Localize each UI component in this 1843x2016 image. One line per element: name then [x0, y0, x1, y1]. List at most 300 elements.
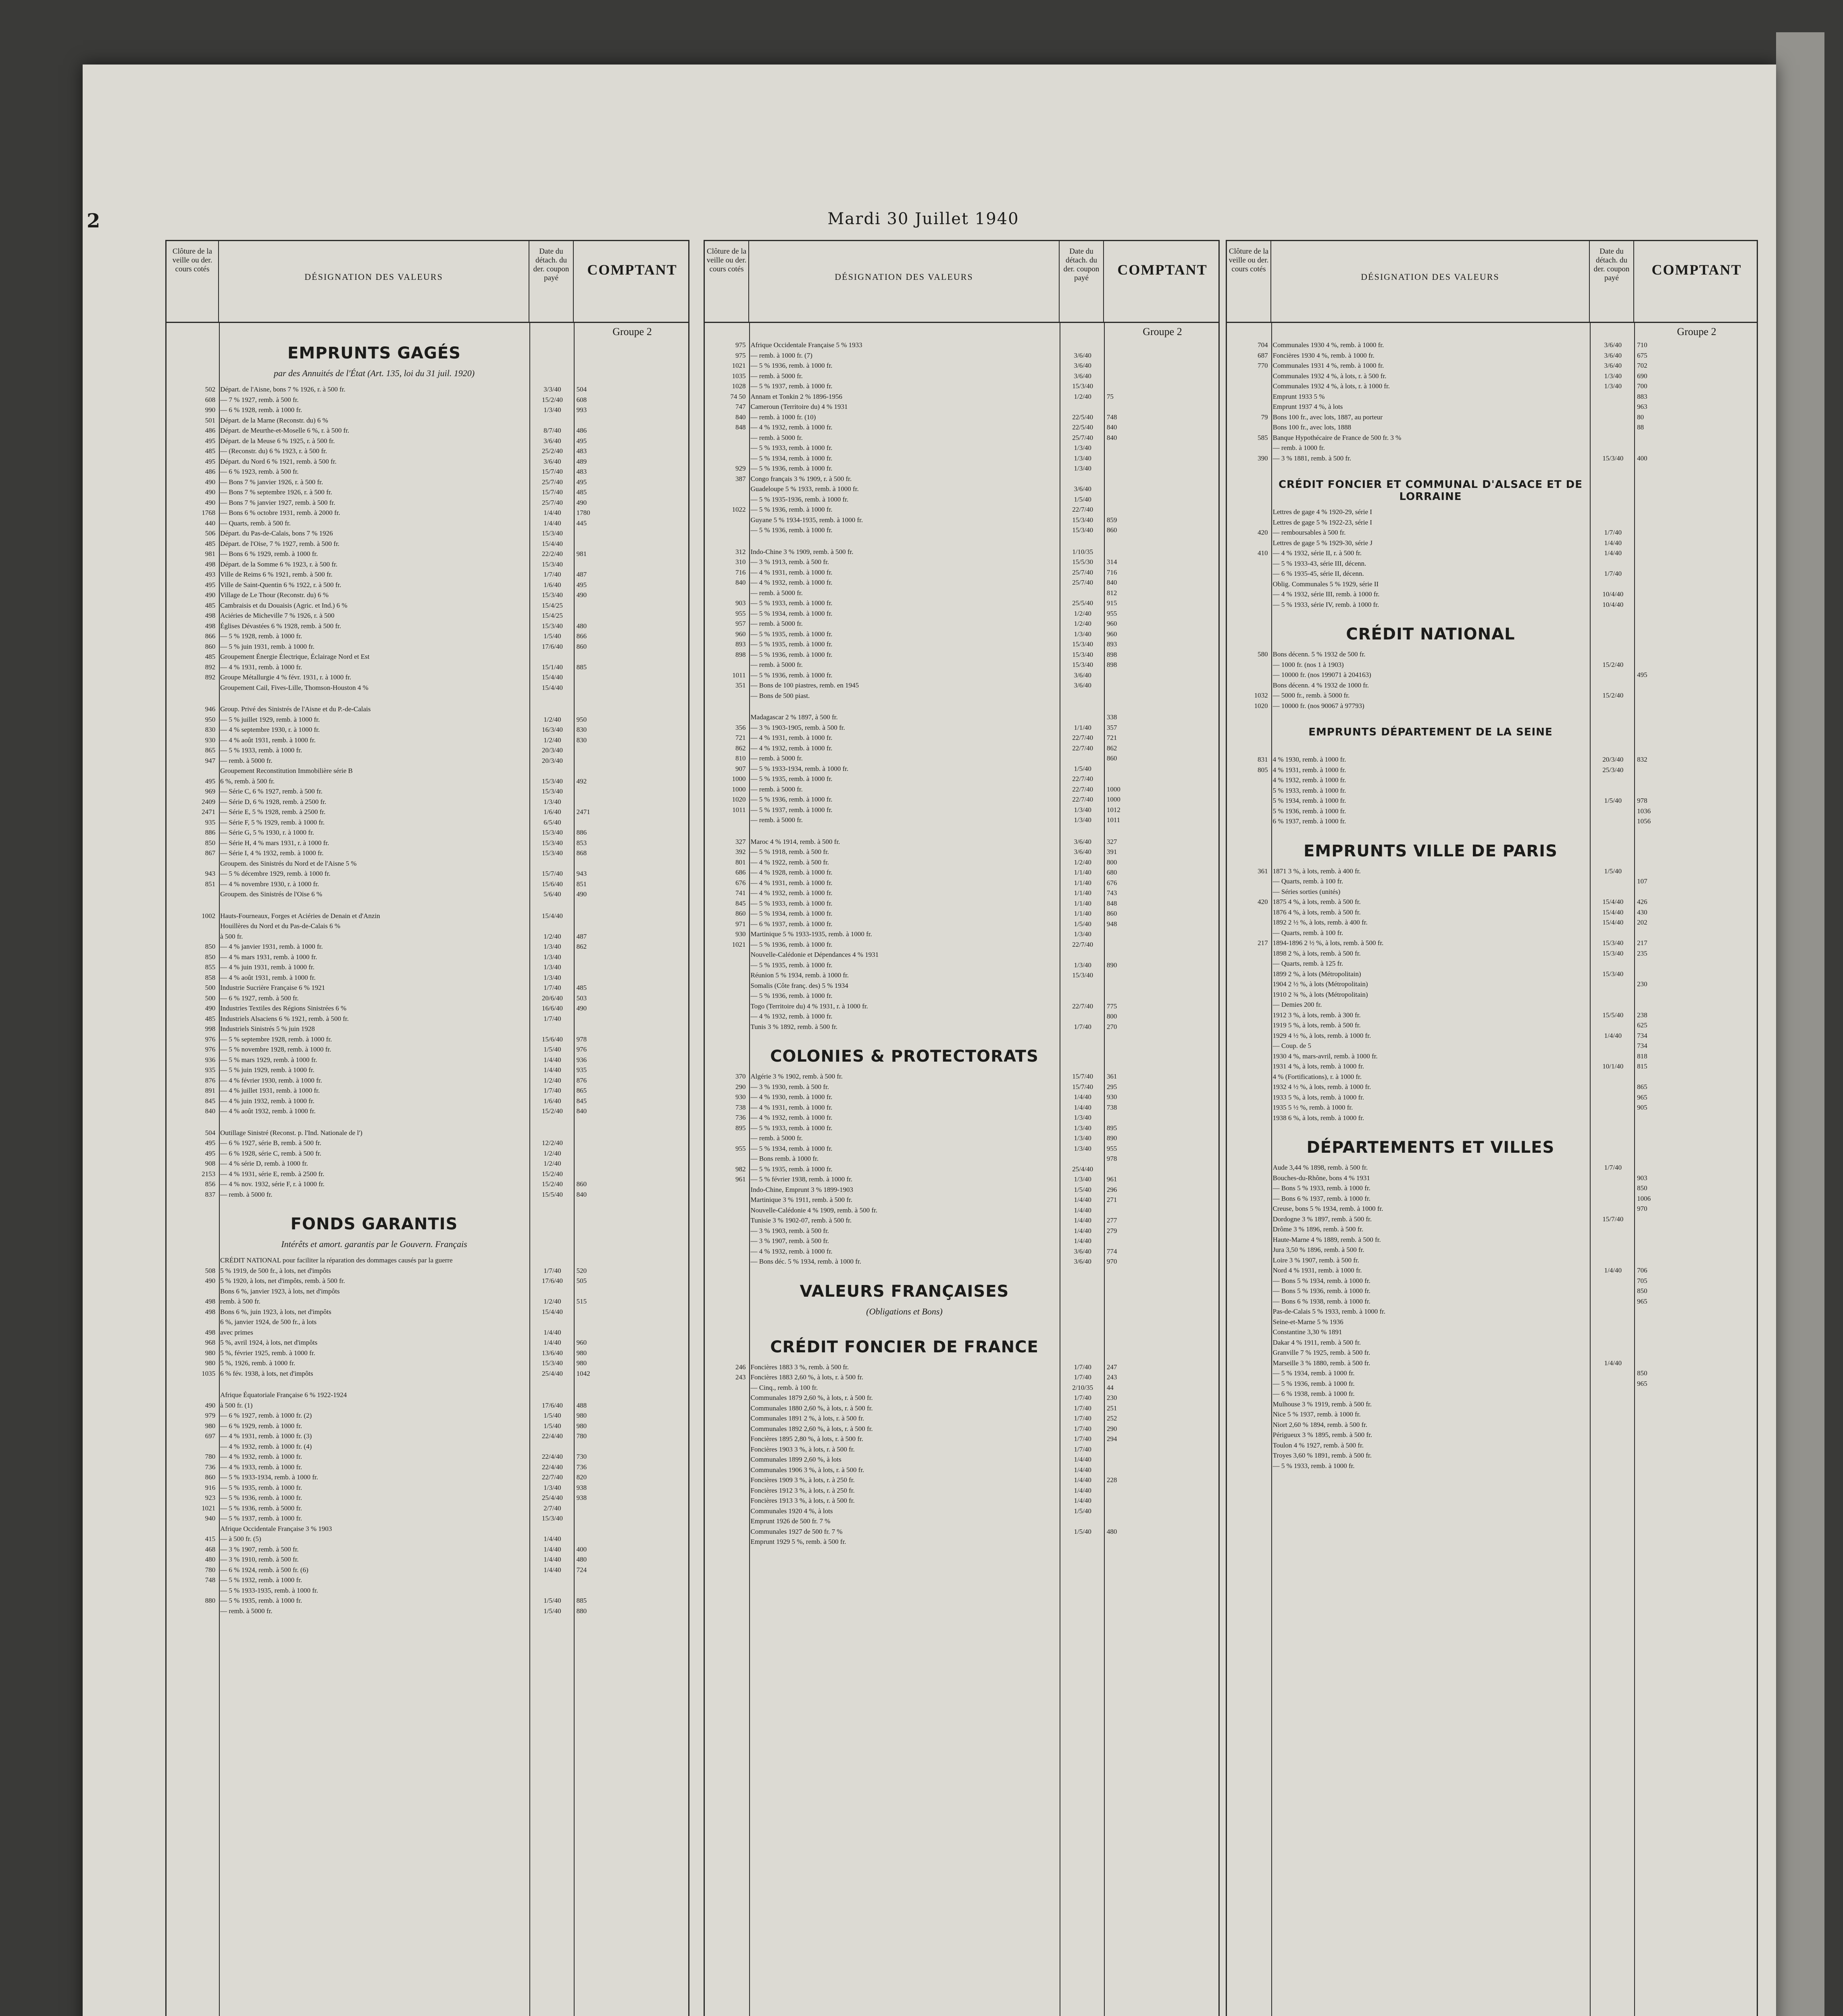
comptant-price [1635, 1113, 1759, 1123]
previous-close [705, 1133, 748, 1143]
security-designation: Communales 1899 2,60 %, à lots [750, 1456, 841, 1463]
coupon-date: 1/7/40 [1074, 1394, 1091, 1402]
security-designation: — 3 % 1903, remb. à 500 fr. [750, 1227, 829, 1235]
comptant-price: 271 [1106, 1196, 1117, 1204]
previous-close: 848 [735, 423, 746, 431]
security-row [167, 384, 691, 395]
security-row [705, 1185, 1221, 1195]
coupon-date: 1/5/40 [544, 1422, 561, 1430]
security-row [705, 878, 1221, 888]
security-designation: Groupement Reconstitution Immobilière série B [220, 767, 353, 775]
comptant-price: 485 [576, 984, 587, 991]
previous-close [705, 1022, 748, 1032]
comptant-price: 706 [1637, 1266, 1647, 1274]
coupon-date: 1/3/40 [544, 953, 561, 961]
coupon-date: 22/7/40 [1072, 775, 1093, 783]
coupon-date: 15/3/40 [1602, 454, 1624, 462]
security-row [167, 672, 691, 683]
security-designation: Nord 4 % 1931, remb. à 1000 fr. [1272, 1266, 1362, 1274]
previous-close: 495 [205, 457, 216, 465]
security-designation: — 5 % 1933, série IV, remb. à 1000 fr. [1272, 600, 1379, 608]
security-designation: 1929 4 ½ %, à lots, remb. à 1000 fr. [1272, 1031, 1371, 1039]
coupon-date: 25/7/40 [1072, 433, 1093, 442]
security-designation: — 4 % 1931, remb. à 1000 fr. [750, 568, 833, 576]
comptant-price [1635, 517, 1759, 528]
security-designation: — remb. à 1000 fr. (10) [750, 413, 816, 421]
security-designation: Village de Le Thour (Reconstr. du) 6 % [220, 591, 329, 599]
security-row [705, 919, 1221, 929]
security-designation: — 4 % 1932, remb. à 1000 fr. [750, 889, 833, 897]
security-designation: — 5 % 1936, remb. à 1000 fr. [750, 650, 833, 658]
security-row [167, 487, 691, 498]
comptant-price [1635, 1399, 1759, 1410]
comptant-price: 885 [576, 1597, 587, 1604]
comptant-price: 495 [576, 478, 587, 486]
security-row [705, 1485, 1221, 1496]
previous-close [705, 1424, 748, 1434]
comptant-price: 860 [576, 642, 587, 650]
previous-close [167, 683, 218, 693]
security-designation: — Bons 6 % 1937, remb. à 1000 fr. [1272, 1194, 1370, 1202]
security-row [1227, 453, 1759, 464]
comptant-price: 865 [576, 1087, 587, 1094]
coupon-date: 25/7/40 [1072, 579, 1093, 586]
security-designation: — 6 % 1937, remb. à 1000 fr. [750, 920, 833, 928]
security-designation: — 6 % 1928, série C, remb. à 500 fr. [220, 1149, 321, 1157]
security-designation: — remb. à 5000 fr. [750, 589, 803, 597]
security-row [1227, 1031, 1759, 1041]
previous-close: 990 [205, 406, 216, 414]
coupon-date: 22/7/40 [1072, 1002, 1093, 1010]
entry-list [705, 547, 1221, 701]
comptant-price [574, 1307, 691, 1317]
security-designation: — 5 % 1936, remb. à 1000 fr. [750, 362, 833, 369]
comptant-price [574, 1158, 691, 1169]
comptant-price: 876 [576, 1076, 587, 1084]
coupon-date: 13/6/40 [541, 1349, 563, 1357]
coupon-date: 15/4/40 [541, 1308, 563, 1316]
security-designation: 1938 6 %, à lots, remb. à 1000 fr. [1272, 1114, 1364, 1122]
security-designation: — remb. à 5000 fr. [220, 1607, 273, 1615]
security-row [1227, 701, 1759, 711]
comptant-price: 848 [1106, 899, 1117, 907]
previous-close [1227, 876, 1270, 887]
security-row [705, 898, 1221, 909]
security-row [705, 991, 1221, 1001]
entry-list [167, 1255, 691, 1379]
security-row [167, 498, 691, 508]
previous-close [167, 1286, 218, 1297]
comptant-price [1635, 969, 1759, 979]
previous-close [1227, 1461, 1270, 1471]
coupon-date [1591, 649, 1635, 660]
coupon-date [1591, 1235, 1635, 1245]
security-designation: — 5 % 1933-1935, remb. à 1000 fr. [220, 1586, 318, 1594]
coupon-date [531, 1286, 574, 1297]
security-row [1227, 754, 1759, 765]
security-row [1227, 876, 1759, 887]
security-row [705, 1215, 1221, 1226]
previous-close [1227, 1214, 1270, 1225]
coupon-date [531, 1441, 574, 1452]
previous-close: 738 [735, 1103, 746, 1111]
coupon-date [1591, 1368, 1635, 1379]
security-designation: — 5 % 1933, remb. à 1000 fr. [1272, 1462, 1355, 1470]
coupon-date [1061, 1537, 1104, 1547]
security-designation: Bons décenn. 4 % 1932 de 1000 fr. [1272, 681, 1369, 689]
previous-close: 498 [205, 1328, 216, 1336]
previous-close: 961 [735, 1175, 746, 1183]
comptant-price: 480 [576, 622, 587, 630]
security-row [705, 340, 1221, 350]
section-subtitle: par des Annuités de l'État (Art. 135, loi du 31 juil. 1920) [273, 368, 475, 378]
comptant-price: 734 [1637, 1031, 1647, 1039]
previous-close [705, 991, 748, 1001]
previous-close: 955 [735, 609, 746, 617]
security-designation: — Quarts, remb. à 125 fr. [1272, 960, 1343, 967]
security-designation: — Bons 5 % 1934, remb. à 1000 fr. [1272, 1277, 1370, 1285]
security-row [167, 631, 691, 641]
previous-close [1227, 1317, 1270, 1327]
security-row [1227, 796, 1759, 806]
security-row [167, 1410, 691, 1421]
security-designation: Bons 100 fr., avec lots, 1888 [1272, 423, 1352, 431]
security-designation: Marseille 3 % 1880, remb. à 500 fr. [1272, 1359, 1370, 1367]
security-row [705, 691, 1221, 701]
security-row [167, 600, 691, 611]
coupon-date [1591, 876, 1635, 887]
previous-close: 1035 [202, 1369, 216, 1377]
security-row [1227, 660, 1759, 670]
security-designation: — remboursables à 500 fr. [1272, 529, 1346, 536]
security-designation: — 10000 fr. (nos 199071 à 204163) [1272, 671, 1371, 679]
security-row [1227, 948, 1759, 959]
adjacent-page-edge [1776, 32, 1824, 2016]
comptant-price: 361 [1106, 1073, 1117, 1080]
security-designation: — 3 % 1907, remb. à 500 fr. [220, 1545, 299, 1553]
previous-close [1227, 371, 1270, 381]
previous-close: 1021 [732, 940, 746, 948]
security-designation: — Séries sorties (unités) [1272, 887, 1341, 896]
security-row [1227, 1347, 1759, 1358]
security-row [167, 1189, 691, 1200]
security-row [167, 1085, 691, 1096]
comptant-price: 860 [1106, 910, 1117, 917]
security-designation: Indo-Chine, Emprunt 3 % 1899-1903 [750, 1185, 854, 1193]
security-designation: — remb. à 5000 fr. [220, 756, 273, 764]
previous-close: 2409 [202, 798, 216, 806]
security-designation: 4 % 1930, remb. à 1000 fr. [1272, 756, 1346, 763]
coupon-date [1591, 1204, 1635, 1214]
coupon-date: 1/5/40 [544, 1045, 561, 1053]
comptant-price: 883 [1637, 392, 1647, 400]
security-designation: 1930 4 %, mars-avril, remb. à 1000 fr. [1272, 1052, 1378, 1060]
coupon-date: 1/7/40 [1604, 570, 1622, 577]
previous-close: 736 [735, 1114, 746, 1121]
security-row [167, 467, 691, 477]
comptant-price [1104, 1495, 1221, 1506]
security-row [167, 704, 691, 714]
comptant-price [1635, 569, 1759, 579]
security-designation: 5 %, avril 1924, à lots, net d'impôts [220, 1339, 318, 1346]
security-row [705, 805, 1221, 815]
previous-close: 501 [205, 416, 216, 424]
security-row [705, 1444, 1221, 1455]
coupon-date: 5/6/40 [544, 890, 561, 898]
coupon-date: 15/3/40 [1602, 970, 1624, 978]
previous-close [705, 443, 748, 453]
previous-close: 580 [1258, 650, 1268, 658]
coupon-date: 20/3/40 [1602, 756, 1624, 763]
previous-close [1227, 1306, 1270, 1317]
previous-close [705, 1475, 748, 1485]
previous-close [705, 1495, 748, 1506]
coupon-date: 1/5/40 [1074, 764, 1091, 773]
security-designation: Communales 1879 2,60 %, à lots, r. à 500 fr. [750, 1394, 873, 1402]
security-designation: — 5 % 1933-1934, remb. à 1000 fr. [220, 1473, 318, 1481]
comptant-price: 980 [576, 1359, 587, 1367]
security-designation: Périgueux 3 % 1895, remb. à 500 fr. [1272, 1431, 1372, 1439]
coupon-date: 1/3/40 [544, 1483, 561, 1491]
security-row [1227, 649, 1759, 660]
comptant-price: 700 [1637, 382, 1647, 390]
security-designation: — Bons 7 % septembre 1926, r. à 500 fr. [220, 488, 332, 496]
previous-close [1227, 928, 1270, 938]
security-row [705, 1226, 1221, 1236]
previous-close [1227, 660, 1270, 670]
comptant-price [574, 756, 691, 766]
comptant-price: 890 [1106, 961, 1117, 969]
coupon-date [1591, 1317, 1635, 1327]
coupon-date: 15/4/40 [541, 912, 563, 920]
security-row [167, 807, 691, 817]
coupon-date: 1/5/40 [1074, 495, 1091, 503]
security-designation: — 4 % 1932, série III, remb. à 1000 fr. [1272, 590, 1380, 598]
security-row [1227, 1317, 1759, 1327]
previous-close: 936 [205, 1056, 216, 1064]
previous-close [705, 960, 748, 971]
previous-close [705, 588, 748, 598]
previous-close [705, 1236, 748, 1246]
comptant-price: 251 [1106, 1404, 1117, 1412]
comptant-price: 445 [576, 519, 587, 527]
security-row [1227, 1265, 1759, 1276]
coupon-date: 15/7/40 [1072, 1073, 1093, 1080]
coupon-date [1591, 775, 1635, 785]
coupon-date: 15/3/40 [1602, 949, 1624, 957]
security-row [705, 837, 1221, 847]
security-designation: 1876 4 %, à lots, remb. à 500 fr. [1272, 908, 1361, 916]
previous-close: 801 [735, 858, 746, 866]
coupon-date: 22/4/40 [541, 1453, 563, 1460]
security-designation: — 6 % 1927, série B, remb. à 500 fr. [220, 1139, 321, 1147]
security-designation: Foncières 1909 3 %, à lots, r. à 250 fr. [750, 1476, 855, 1484]
comptant-price: 1000 [1106, 796, 1120, 803]
comptant-price: 812 [1106, 589, 1117, 597]
entry-list [167, 384, 691, 693]
coupon-date [531, 1128, 574, 1138]
security-designation: — 5 % 1934, remb. à 1000 fr. [1272, 1369, 1355, 1377]
comptant-price [1635, 1389, 1759, 1399]
previous-close: 1011 [732, 671, 746, 679]
security-designation: Communales 1930 4 %, remb. à 1000 fr. [1272, 341, 1384, 349]
section-title: EMPRUNTS VILLE DE PARIS [1304, 841, 1558, 860]
previous-close [1227, 989, 1270, 1000]
previous-close: 697 [205, 1432, 216, 1440]
previous-close: 1028 [732, 382, 746, 390]
previous-close [705, 1226, 748, 1236]
comptant-price [574, 973, 691, 983]
previous-close [705, 1001, 748, 1012]
comptant-price: 270 [1106, 1023, 1117, 1031]
previous-close: 923 [205, 1494, 216, 1502]
security-row [1227, 589, 1759, 600]
comptant-price: 830 [576, 736, 587, 744]
previous-close [1227, 785, 1270, 796]
security-designation: 1932 4 ½ %, à lots, remb. à 1000 fr. [1272, 1083, 1371, 1091]
comptant-price [1635, 660, 1759, 670]
previous-close: 981 [205, 550, 216, 558]
previous-close [1227, 1255, 1270, 1266]
coupon-date [1591, 1113, 1635, 1123]
security-designation: Foncières 1912 3 %, à lots, r. à 250 fr. [750, 1486, 855, 1494]
security-designation: Foncières 1913 3 %, à lots, r. à 500 fr. [750, 1497, 855, 1504]
security-row [705, 1236, 1221, 1246]
security-row [167, 1390, 691, 1400]
coupon-date: 15/6/40 [541, 1035, 563, 1043]
previous-close [1227, 589, 1270, 600]
security-row [705, 1434, 1221, 1444]
previous-close [167, 889, 218, 900]
security-designation: Nouvelle-Calédonie et Dépendances 4 % 1931 [750, 951, 879, 958]
previous-close: 485 [205, 653, 216, 660]
comptant-price: 840 [1106, 423, 1117, 431]
previous-close: 930 [735, 1093, 746, 1101]
security-designation: Jura 3,50 % 1896, remb. à 500 fr. [1272, 1246, 1364, 1254]
coupon-date [1591, 1440, 1635, 1451]
coupon-date: 15/2/40 [1602, 660, 1624, 669]
security-designation: 5 % 1919, de 500 fr., à lots, net d'impôts [220, 1266, 331, 1275]
previous-close: 946 [205, 705, 216, 713]
comptant-price [1104, 443, 1221, 453]
previous-close: 1002 [202, 912, 216, 920]
comptant-price: 290 [1106, 1425, 1117, 1433]
security-row [705, 1174, 1221, 1185]
security-designation: Bons 100 fr., avec lots, 1887, au porteur [1272, 413, 1383, 421]
comptant-price: 961 [1106, 1175, 1117, 1183]
comptant-price [1104, 1112, 1221, 1123]
coupon-date: 1/3/40 [1604, 372, 1622, 380]
coupon-date [531, 1317, 574, 1327]
previous-close: 498 [205, 622, 216, 630]
security-row [705, 350, 1221, 361]
comptant-price: 107 [1637, 877, 1647, 885]
coupon-date: 1/1/40 [1074, 879, 1091, 887]
previous-close [705, 1383, 748, 1393]
entry-list [167, 704, 691, 900]
coupon-date: 1/7/40 [1604, 1164, 1622, 1171]
security-designation: Martinique 3 % 1911, remb. à 500 fr. [750, 1196, 852, 1204]
previous-close [1227, 1327, 1270, 1337]
security-row [705, 1403, 1221, 1414]
security-row [1227, 1000, 1759, 1010]
coupon-date: 1/3/40 [544, 798, 561, 806]
security-row [705, 784, 1221, 795]
security-row [1227, 907, 1759, 918]
comptant-price: 503 [576, 994, 587, 1002]
previous-close: 975 [735, 351, 746, 359]
comptant-price [1635, 765, 1759, 775]
coupon-date: 3/6/40 [1074, 681, 1091, 689]
previous-close [1227, 1368, 1270, 1379]
coupon-date: 15/4/25 [541, 601, 563, 609]
previous-close [705, 1485, 748, 1496]
security-row [1227, 1183, 1759, 1193]
security-row [1227, 381, 1759, 392]
coupon-date [1061, 474, 1104, 484]
coupon-date [1591, 1306, 1635, 1317]
security-designation: — 4 % 1931, remb. à 1000 fr. [750, 1103, 833, 1111]
previous-close: 498 [205, 560, 216, 568]
security-designation: Afrique Occidentale Française 5 % 1933 [750, 341, 862, 349]
comptant-price: 515 [576, 1297, 587, 1305]
previous-close [1227, 1193, 1270, 1204]
section-title: VALEURS FRANÇAISES [800, 1282, 1009, 1301]
previous-close: 486 [205, 427, 216, 434]
previous-close [167, 858, 218, 869]
previous-close: 490 [205, 1277, 216, 1285]
coupon-date: 15/4/40 [541, 683, 563, 691]
security-row [167, 1544, 691, 1555]
comptant-price: 859 [1106, 516, 1117, 524]
comptant-price: 88 [1637, 423, 1644, 431]
previous-close: 1000 [732, 775, 746, 783]
coupon-date: 15/3/40 [541, 529, 563, 537]
security-designation: — 5 % 1936, remb. à 1000 fr. [750, 506, 833, 513]
column-1 [165, 240, 689, 2016]
security-row [1227, 340, 1759, 350]
coupon-date: 12/2/40 [541, 1139, 563, 1147]
security-designation: Hauts-Fourneaux, Forges et Aciéries de Denain et d'Anzin [220, 912, 380, 920]
coupon-date [531, 1255, 574, 1266]
previous-close: 676 [735, 879, 746, 887]
coupon-date: 1/4/40 [1604, 1359, 1622, 1367]
section-subtitle: Intérêts et amort. garantis par le Gouvern. Français [281, 1239, 467, 1249]
coupon-date: 1/2/40 [544, 1076, 561, 1084]
page-number: 2 [87, 210, 100, 232]
security-designation: 6 % fév. 1938, à lots, net d'impôts [220, 1369, 313, 1377]
previous-close: 490 [205, 488, 216, 496]
previous-close: 502 [205, 385, 216, 393]
comptant-price: 970 [1106, 1258, 1117, 1265]
previous-close [705, 1393, 748, 1403]
security-designation: — 5 % 1936, remb. à 1000 fr. [750, 464, 833, 472]
comptant-price [1104, 340, 1221, 350]
security-row [705, 670, 1221, 681]
comptant-price: 978 [576, 1035, 587, 1043]
comptant-price [574, 1014, 691, 1024]
coupon-date: 1/4/40 [1074, 1103, 1091, 1111]
security-row [1227, 517, 1759, 528]
security-designation: — 5 % mars 1929, remb. à 1000 fr. [220, 1056, 317, 1064]
coupon-date: 1/4/40 [1074, 1476, 1091, 1484]
comptant-price: 774 [1106, 1247, 1117, 1255]
comptant-price: 279 [1106, 1227, 1117, 1235]
security-row [705, 1246, 1221, 1257]
security-designation: Groupement Cail, Fives-Lille, Thomson-Houston 4 % [220, 683, 369, 691]
previous-close [1227, 969, 1270, 979]
coupon-date: 25/3/40 [1602, 766, 1624, 774]
